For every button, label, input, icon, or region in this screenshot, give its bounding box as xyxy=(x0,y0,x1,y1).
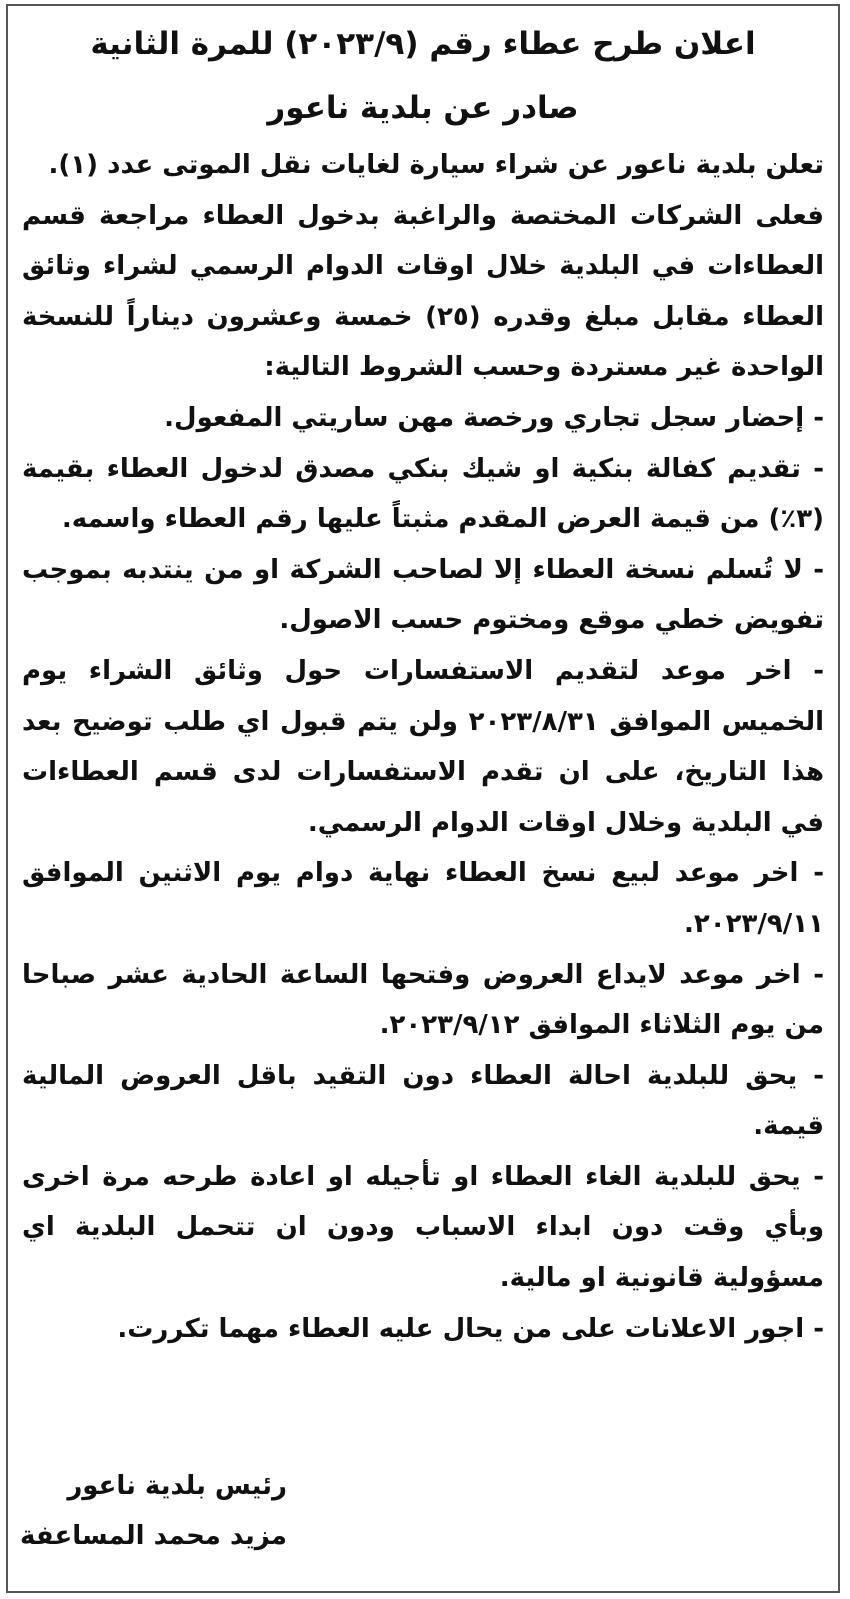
heading-line-1: اعلان طرح عطاء رقم (٢٠٢٣/٩) للمرة الثانية xyxy=(90,26,756,62)
condition-item: - يحق للبلدية الغاء العطاء او تأجيله او اعادة طرحه مرة اخرى وبأي وقت دون ابداء الاسباب ودون ان تتحمل البلدية اي مسؤولية قانونية او مالية. xyxy=(22,1161,824,1294)
signature-block xyxy=(20,1461,287,1561)
condition-item: - اخر موعد لايداع العروض وفتحها الساعة الحادية عشر صباحا من يوم الثلاثاء الموافق ٢٠٢٣/٩/١٢. xyxy=(22,959,824,1041)
condition-item: - اخر موعد لتقديم الاستفسارات حول وثائق الشراء يوم الخميس الموافق ٢٠٢٣/٨/٣١ ولن يتم قبول اي طلب توضيح بعد هذا التاريخ، على ان تقدم الاستفسارات لدى قسم العطاءات في البلدية وخلال اوقات الدوام الرسمي. xyxy=(22,655,825,838)
condition-item: - إحضار سجل تجاري ورخصة مهن ساريتي المفعول. xyxy=(164,402,824,433)
signature-name: مزيد محمد المساعفة xyxy=(20,1521,288,1551)
announcement-body xyxy=(22,140,824,1354)
announcement-heading xyxy=(20,12,826,140)
condition-item: - يحق للبلدية احالة العطاء دون التقيد باقل العروض المالية قيمة. xyxy=(22,1060,824,1142)
condition-item: - تقديم كفالة بنكية او شيك بنكي مصدق لدخول العطاء بقيمة (٣٪) من قيمة العرض المقدم مثبتاً عليها رقم العطاء واسمه. xyxy=(22,453,824,535)
signature-title: رئيس بلدية ناعور xyxy=(67,1471,288,1501)
announcement-frame xyxy=(6,4,840,1593)
intro-paragraph: تعلن بلدية ناعور عن شراء سيارة لغايات نقل الموتى عدد (١). xyxy=(48,150,824,180)
condition-item: - اجور الاعلانات على من يحال عليه العطاء مهما تكررت. xyxy=(117,1313,824,1344)
heading-line-2: صادر عن بلدية ناعور xyxy=(267,90,579,126)
condition-item: - اخر موعد لبيع نسخ العطاء نهاية دوام يوم الاثنين الموافق ٢٠٢٣/٩/١١. xyxy=(22,858,824,939)
condition-item: - لا تُسلم نسخة العطاء إلا لصاحب الشركة او من ينتدبه بموجب تفويض خطي موقع ومختوم حسب الاصول. xyxy=(22,554,824,636)
instructions-paragraph: فعلى الشركات المختصة والراغبة بدخول العطاء مراجعة قسم العطاءات في البلدية خلال اوقات الدوام الرسمي لشراء وثائق العطاء مقابل مبلغ وقدره (٢٥) خمسة وعشرون ديناراً للنسخة الواحدة غير مستردة وحسب الشروط التالية: xyxy=(22,200,824,383)
